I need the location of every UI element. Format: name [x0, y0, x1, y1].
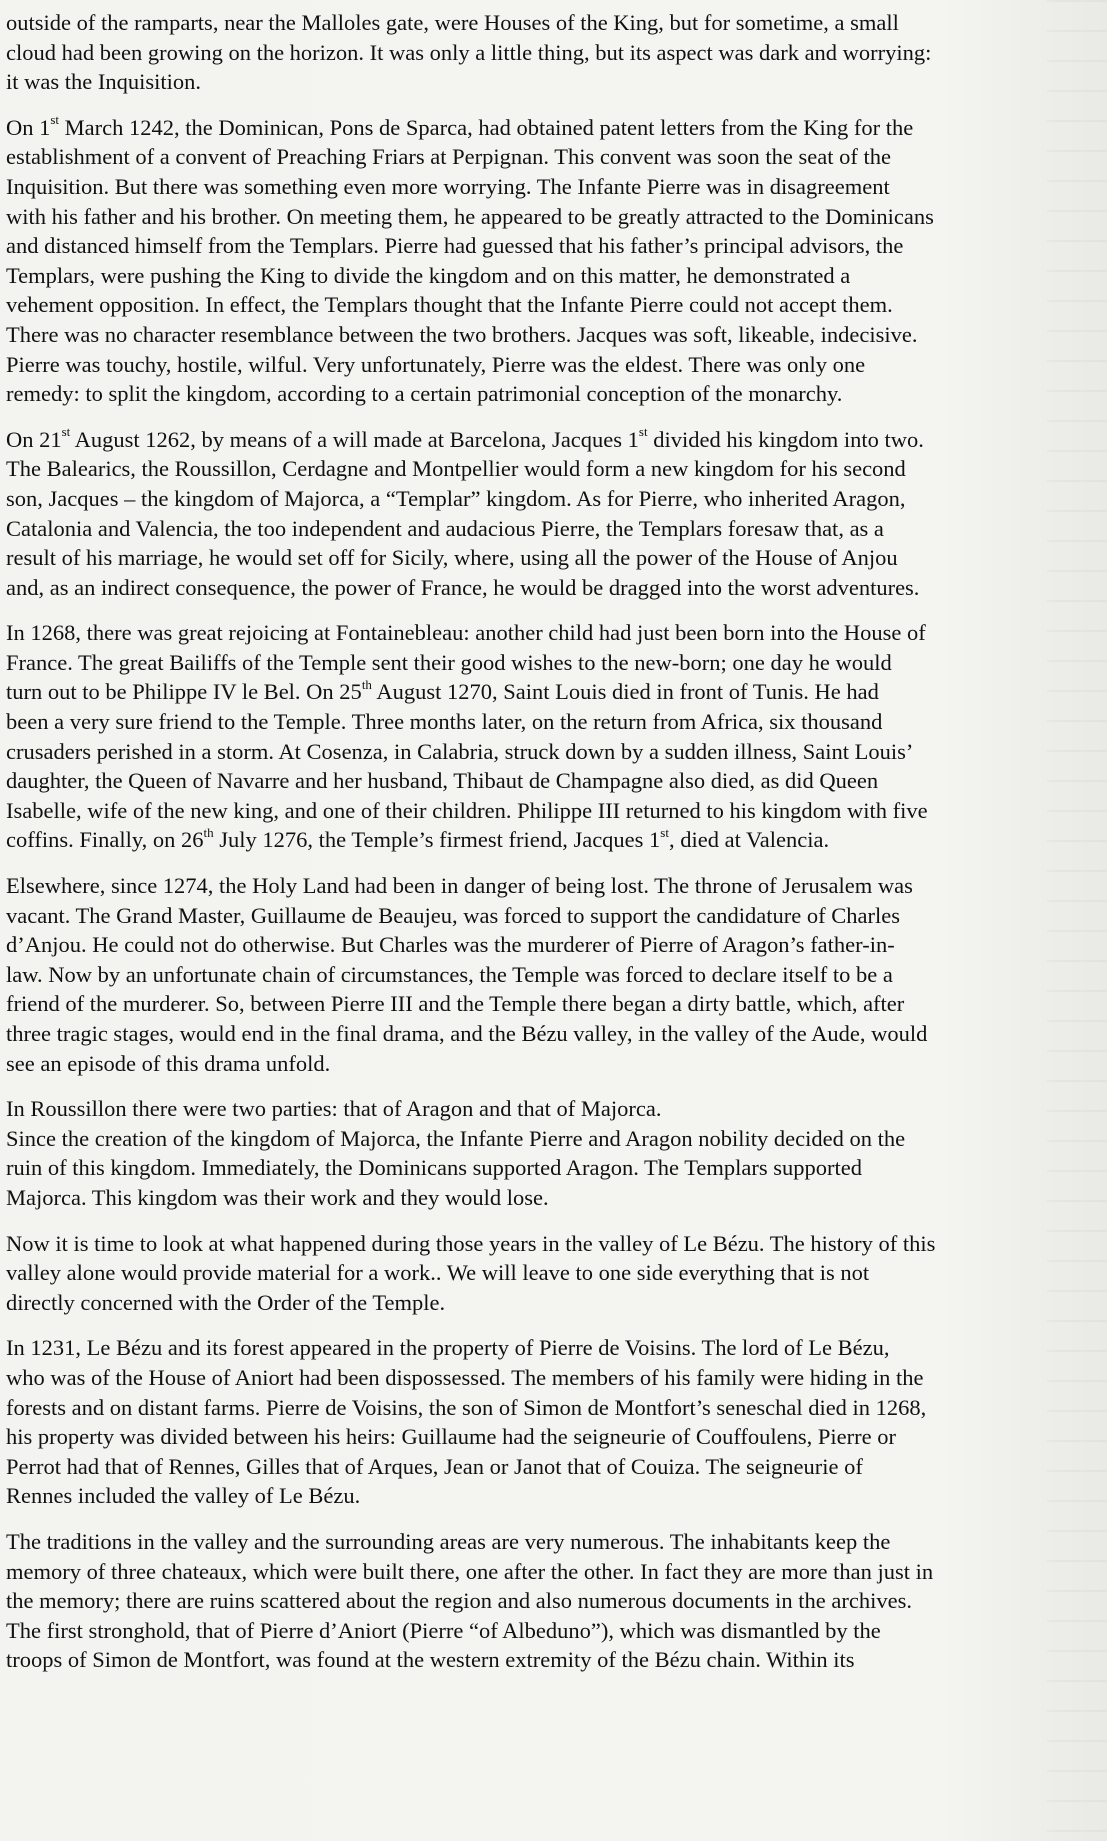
text-line — [6, 172, 1066, 202]
paragraph — [6, 1094, 1066, 1212]
text-line — [6, 1452, 1066, 1482]
paragraph — [6, 1527, 1066, 1675]
text-run: law. Now by an unfortunate chain of circumstances, the Temple was forced to declare itself to be a — [6, 961, 893, 987]
text-run: coffins. Finally, on 26 — [6, 827, 204, 853]
text-run: Rennes included the valley of Le Bézu. — [6, 1483, 361, 1509]
text-run: crusaders perished in a storm. At Cosenza, in Calabria, struck down by a sudden illness, Saint Louis’ — [6, 738, 914, 764]
paragraph — [6, 8, 1066, 97]
text-run: divided his kingdom into two. — [647, 426, 924, 452]
text-run: and distanced himself from the Templars. Pierre had guessed that his father’s principal advisors, the — [6, 233, 904, 259]
text-line — [6, 484, 1066, 514]
text-run: with his father and his brother. On meeting them, he appeared to be greatly attracted to the Dominicans — [6, 203, 934, 229]
document-body — [6, 8, 1066, 1691]
text-line — [6, 379, 1066, 409]
text-run: valley alone would provide material for a work.. We will leave to one side everything that is not — [6, 1260, 870, 1286]
text-run: cloud had been growing on the horizon. It was only a little thing, but its aspect was dark and worrying: — [6, 39, 932, 65]
text-line — [6, 618, 1066, 648]
superscript: st — [50, 112, 60, 128]
text-run: it was the Inquisition. — [6, 69, 201, 95]
text-run: On 1 — [6, 114, 51, 140]
text-line — [6, 454, 1066, 484]
text-run: , died at Valencia. — [668, 827, 830, 853]
superscript: st — [660, 824, 669, 840]
text-line — [6, 960, 1066, 990]
text-run: Since the creation of the kingdom of Majorca, the Infante Pierre and Aragon nobility decided on the — [6, 1125, 906, 1151]
text-run: Majorca. This kingdom was their work and they would lose. — [6, 1184, 549, 1210]
text-line — [6, 930, 1066, 960]
paragraph — [6, 113, 1066, 409]
text-run: vacant. The Grand Master, Guillaume de Beaujeu, was forced to support the candidature of Charles — [6, 902, 901, 928]
text-run: The traditions in the valley and the surrounding areas are very numerous. The inhabitants keep the — [6, 1528, 891, 1554]
text-run: vehement opposition. In effect, the Templars thought that the Infante Pierre could not accept them. — [6, 292, 893, 318]
text-run: On 21 — [6, 426, 62, 452]
text-run: friend of the murderer. So, between Pierre III and the Temple there began a dirty battle, which, after — [6, 991, 905, 1017]
text-run: There was no character resemblance between the two brothers. Jacques was soft, likeable, indecisive. — [6, 321, 918, 347]
text-line — [6, 1049, 1066, 1079]
superscript: st — [638, 424, 648, 440]
text-line — [6, 514, 1066, 544]
text-line — [6, 1557, 1066, 1587]
text-line — [6, 543, 1066, 573]
paragraph — [6, 425, 1066, 603]
text-run: August 1262, by means of a will made at Barcelona, Jacques 1 — [70, 426, 639, 452]
text-line — [6, 261, 1066, 291]
text-line — [6, 766, 1066, 796]
text-line — [6, 1183, 1066, 1213]
text-line — [6, 8, 1066, 38]
text-run: result of his marriage, he would set off for Sicily, where, using all the power of the House of Anjou — [6, 545, 898, 571]
text-line — [6, 648, 1066, 678]
text-run: daughter, the Queen of Navarre and her husband, Thibaut de Champagne also died, as did Queen — [6, 768, 879, 794]
text-line — [6, 796, 1066, 826]
text-run: forests and on distant farms. Pierre de Voisins, the son of Simon de Montfort’s seneschal died in 1268, — [6, 1394, 927, 1420]
superscript: st — [61, 424, 71, 440]
text-run: March 1242, the Dominican, Pons de Sparca, had obtained patent letters from the King for the — [59, 114, 914, 140]
text-line — [6, 1333, 1066, 1363]
text-line — [6, 989, 1066, 1019]
text-line — [6, 425, 1066, 455]
text-line — [6, 1094, 1066, 1124]
text-run: August 1270, Saint Louis died in front of Tunis. He had — [371, 679, 879, 705]
text-line — [6, 677, 1066, 707]
text-run: establishment of a convent of Preaching Friars at Perpignan. This convent was soon the seat of the — [6, 144, 891, 170]
superscript: th — [203, 824, 214, 840]
text-line — [6, 1645, 1066, 1675]
text-run: troops of Simon de Montfort, was found at the western extremity of the Bézu chain. Within its — [6, 1647, 855, 1673]
text-run: son, Jacques – the kingdom of Majorca, a “Templar” kingdom. As for Pierre, who inherited Aragon, — [6, 485, 906, 511]
text-line — [6, 1124, 1066, 1154]
text-line — [6, 231, 1066, 261]
text-line — [6, 202, 1066, 232]
text-run: In 1268, there was great rejoicing at Fontainebleau: another child had just been born into the House of — [6, 620, 926, 646]
text-run: directly concerned with the Order of the Temple. — [6, 1289, 446, 1315]
text-line — [6, 573, 1066, 603]
text-line — [6, 1586, 1066, 1616]
text-run: been a very sure friend to the Temple. Three months later, on the return from Africa, six thousand — [6, 709, 883, 735]
text-run: Inquisition. But there was something even more worrying. The Infante Pierre was in disagreement — [6, 173, 890, 199]
text-line — [6, 320, 1066, 350]
text-line — [6, 1363, 1066, 1393]
paragraph — [6, 618, 1066, 855]
text-run: d’Anjou. He could not do otherwise. But Charles was the murderer of Pierre of Aragon’s father-in- — [6, 932, 895, 958]
text-run: and, as an indirect consequence, the power of France, he would be dragged into the worst adventures. — [6, 574, 920, 600]
text-line — [6, 142, 1066, 172]
text-line — [6, 737, 1066, 767]
text-run: France. The great Bailiffs of the Temple sent their good wishes to the new-born; one day he would — [6, 649, 892, 675]
text-run: The Balearics, the Roussillon, Cerdagne and Montpellier would form a new kingdom for his second — [6, 456, 906, 482]
paragraph — [6, 1333, 1066, 1511]
text-line — [6, 1393, 1066, 1423]
text-line — [6, 707, 1066, 737]
text-line — [6, 1153, 1066, 1183]
text-line — [6, 825, 1066, 855]
superscript: th — [361, 676, 372, 692]
text-run: ruin of this kingdom. Immediately, the Dominicans supported Aragon. The Templars supported — [6, 1155, 862, 1181]
text-run: outside of the ramparts, near the Malloles gate, were Houses of the King, but for sometime, a small — [6, 10, 899, 35]
text-run: Templars, were pushing the King to divide the kingdom and on this matter, he demonstrated a — [6, 262, 851, 288]
text-line — [6, 67, 1066, 97]
paragraph — [6, 871, 1066, 1078]
text-run: remedy: to split the kingdom, according to a certain patrimonial conception of the monarchy. — [6, 381, 843, 407]
text-run: In Roussillon there were two parties: that of Aragon and that of Majorca. — [6, 1096, 662, 1122]
text-line — [6, 1527, 1066, 1557]
text-run: three tragic stages, would end in the final drama, and the Bézu valley, in the valley of the Aude, would — [6, 1021, 928, 1046]
text-line — [6, 113, 1066, 143]
text-run: Isabelle, wife of the new king, and one of their children. Philippe III returned to his kingdom with five — [6, 797, 928, 823]
text-run: Catalonia and Valencia, the too independent and audacious Pierre, the Templars foresaw that, as a — [6, 515, 884, 541]
text-run: The first stronghold, that of Pierre d’Aniort (Pierre “of Albeduno”), which was dismantled by the — [6, 1617, 881, 1643]
paragraph — [6, 1229, 1066, 1318]
text-run: turn out to be Philippe IV le Bel. On 25 — [6, 679, 362, 705]
text-run: Perrot had that of Rennes, Gilles that of Arques, Jean or Janot that of Couiza. The seigneurie of — [6, 1453, 863, 1479]
text-run: his property was divided between his heirs: Guillaume had the seigneurie of Couffoulens, Pierre or — [6, 1424, 896, 1450]
text-line — [6, 38, 1066, 68]
text-line — [6, 1422, 1066, 1452]
text-line — [6, 901, 1066, 931]
text-line — [6, 350, 1066, 380]
text-line — [6, 1019, 1066, 1049]
text-run: who was of the House of Aniort had been dispossessed. The members of his family were hiding in the — [6, 1364, 924, 1390]
text-run: Pierre was touchy, hostile, wilful. Very unfortunately, Pierre was the eldest. There was only one — [6, 351, 866, 377]
text-line — [6, 1229, 1066, 1259]
text-line — [6, 1616, 1066, 1646]
text-run: Elsewhere, since 1274, the Holy Land had been in danger of being lost. The throne of Jerusalem was — [6, 873, 913, 899]
text-run: In 1231, Le Bézu and its forest appeared in the property of Pierre de Voisins. The lord of Le Bézu, — [6, 1335, 890, 1361]
text-line — [6, 1258, 1066, 1288]
text-run: the memory; there are ruins scattered about the region and also numerous documents in the archives. — [6, 1588, 912, 1614]
text-run: July 1276, the Temple’s firmest friend, Jacques 1 — [213, 827, 661, 853]
text-line — [6, 871, 1066, 901]
text-run: Now it is time to look at what happened during those years in the valley of Le Bézu. The history of this — [6, 1230, 936, 1256]
text-line — [6, 1481, 1066, 1511]
text-run: see an episode of this drama unfold. — [6, 1050, 331, 1076]
text-line — [6, 1288, 1066, 1318]
text-line — [6, 290, 1066, 320]
text-run: memory of three chateaux, which were built there, one after the other. In fact they are more than just in — [6, 1558, 934, 1584]
